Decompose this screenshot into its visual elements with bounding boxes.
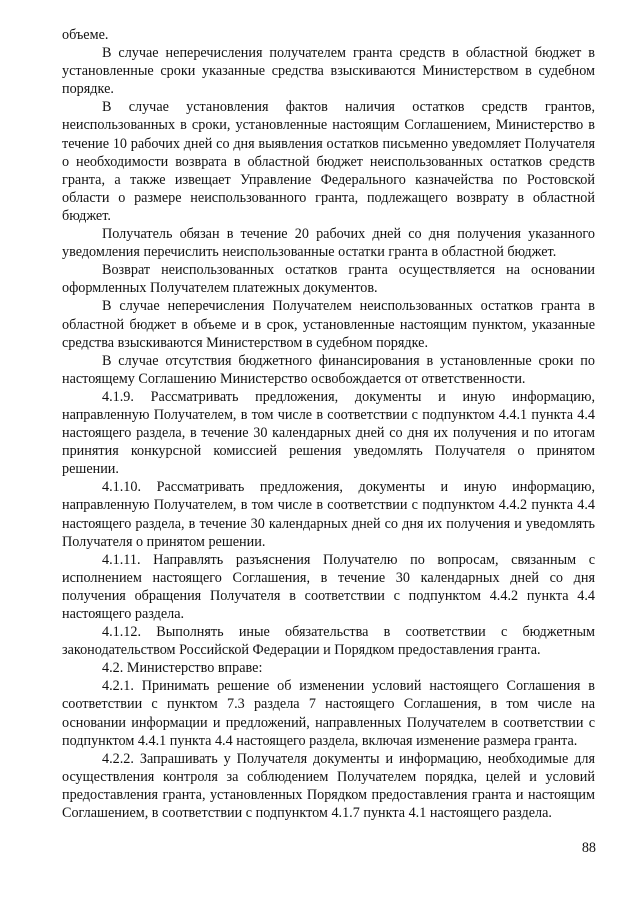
paragraph-4-2-1: 4.2.1. Принимать решение об изменении условий настоящего Соглашения в соответствии с пунктом 7.3 раздела 7 настоящего Соглашения, в том числе на основании информации и предложений, направленных Получателем в соответствии с подпунктом 4.4.1 пункта 4.4 настоящего раздела, включая изменение размера гранта. [62,678,595,749]
paragraph-4-1-10: 4.1.10. Рассматривать предложения, документы и иную информацию, направленную Получателем, в том числе в соответствии с подпунктом 4.4.2 пункта 4.4 настоящего раздела, в течение 30 календарных дней со дня их получения и уведомлять Получателя о принятом решении. [62,479,595,550]
paragraph-4-1-12: 4.1.12. Выполнять иные обязательства в соответствии с бюджетным законодательством Российской Федерации и Порядком предоставления гранта. [62,624,595,659]
paragraph-refund-basis: Возврат неиспользованных остатков гранта осуществляется на основании оформленных Получателем платежных документов. [62,262,595,297]
paragraph-non-transfer-recipient: В случае неперечисления получателем гранта средств в областной бюджет в установленные сроки указанные средства взыскиваются Министерством в судебном порядке. [62,45,595,98]
paragraph-non-transfer-unused: В случае неперечисления Получателем неиспользованных остатков гранта в областной бюджет в объеме и в срок, установленные настоящим пунктом, указанные средства взыскиваются Министерством в судебном порядке. [62,298,595,351]
paragraph-4-2-2: 4.2.2. Запрашивать у Получателя документы и информацию, необходимые для осуществления контроля за соблюдением Получателем порядка, целей и условий предоставления гранта, установленных Порядком предоставления гранта и настоящим Соглашением, в соответствии с подпунктом 4.1.7 пункта 4.1 настоящего раздела. [62,750,595,822]
page-number: 88 [581,840,596,856]
paragraph-continuation: объеме. [62,27,109,43]
paragraph-4-1-11: 4.1.11. Направлять разъяснения Получателю по вопросам, связанным с исполнением настоящего Соглашения, в течение 30 календарных дней со дня получения обращения Получателя в соответствии с подпунктом 4.4.2 пункта 4.4 настоящего раздела. [62,551,595,622]
document-body [62,26,595,822]
paragraph-4-1-9: 4.1.9. Рассматривать предложения, документы и иную информацию, направленную Получателем, в том числе в соответствии с подпунктом 4.4.1 пункта 4.4 настоящего раздела, в течение 30 календарных дней со дня их получения и по итогам принятия конкурсной комиссией решения уведомлять Получателя о принятом решении. [62,388,595,478]
paragraph-4-2: 4.2. Министерство вправе: [102,660,263,677]
paragraph-no-funding: В случае отсутствия бюджетного финансирования в установленные сроки по настоящему Соглашению Министерство освобождается от ответственности. [62,352,595,387]
paragraph-recipient-obligation: Получатель обязан в течение 20 рабочих дней со дня получения указанного уведомления перечислить неиспользованные остатки гранта в областной бюджет. [62,226,595,261]
paragraph-unused-balances: В случае установления фактов наличия остатков средств грантов, неиспользованных в сроки, установленные настоящим Соглашением, Министерство в течение 10 рабочих дней со дня выявления остатков письменно уведомляет Получателя о необходимости возврата в областной бюджет неиспользованных остатков средств гранта, а также извещает Управление Федерального казначейства по Ростовской области о размере неиспользованного гранта, подлежащего возврату в областной бюджет. [62,99,595,224]
